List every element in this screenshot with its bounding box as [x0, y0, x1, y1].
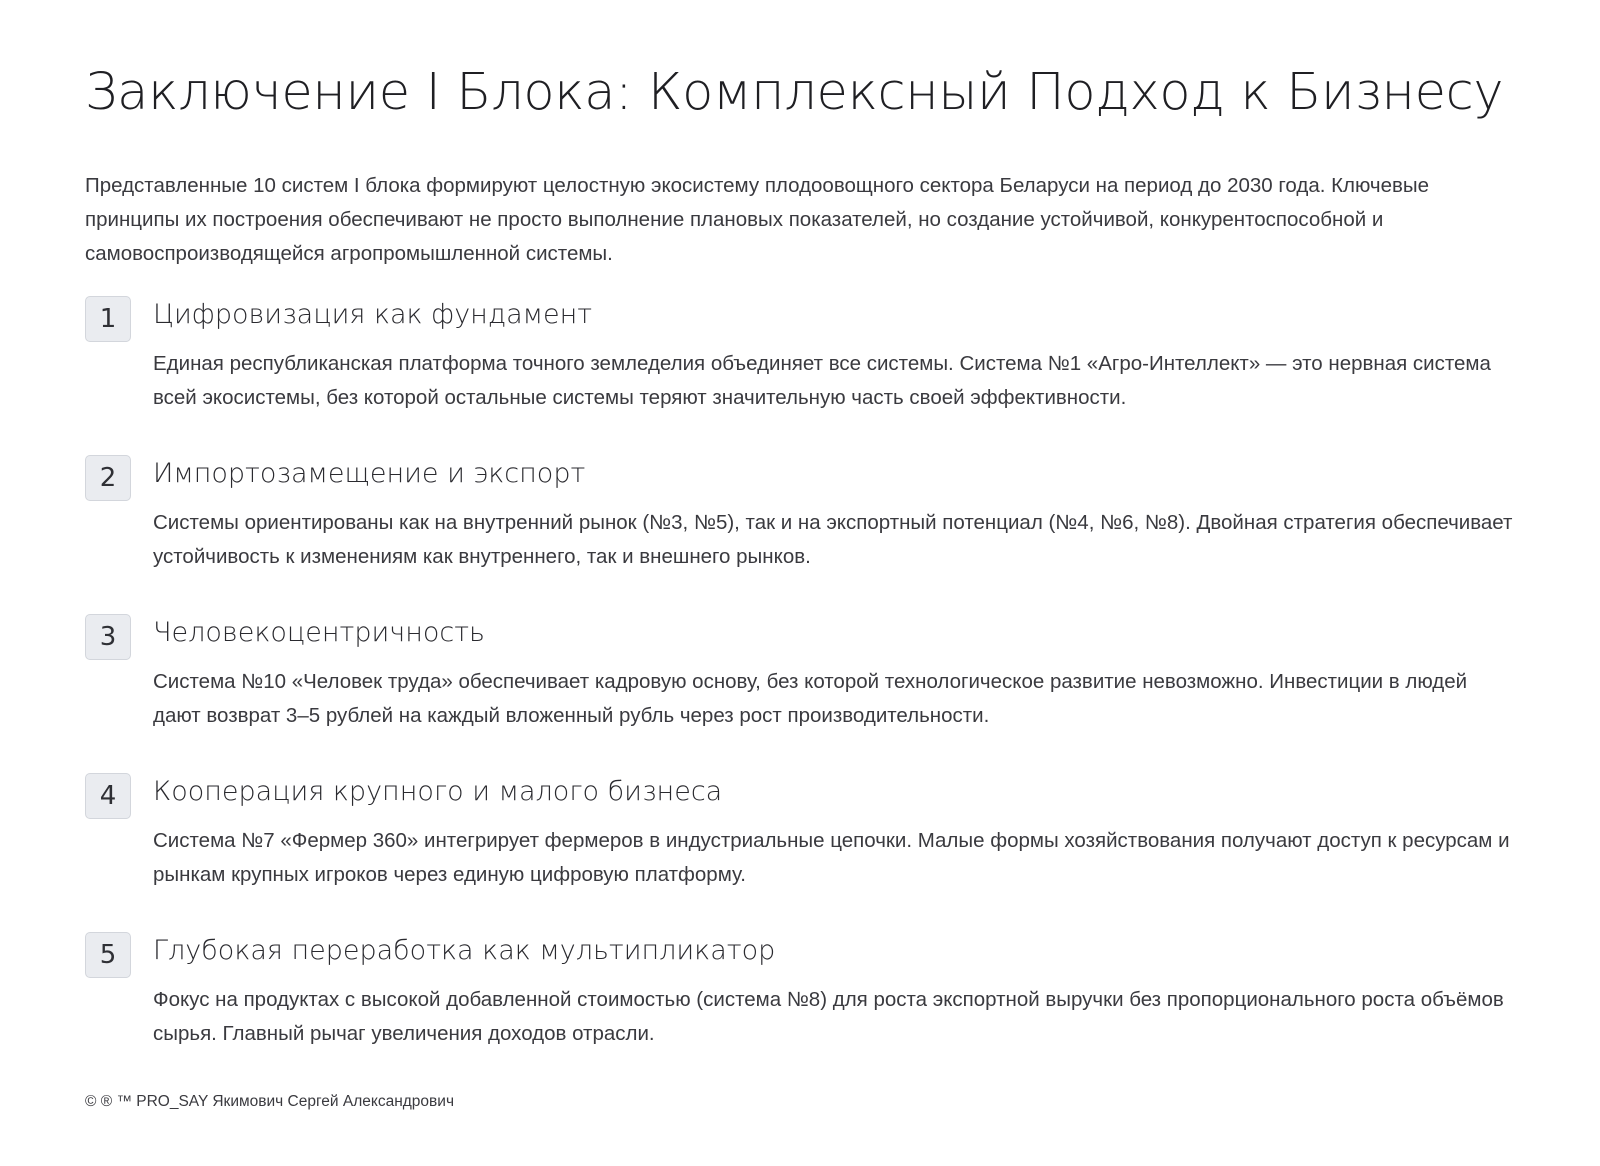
list-item-title: Цифровизация как фундамент [153, 299, 593, 330]
list-item [85, 454, 1515, 613]
list-item-text: Фокус на продуктах с высокой добавленной стоимостью (система №8) для роста экспортной выручки без пропорционального роста объёмов сырья. Главный рычаг увеличения доходов отрасли. [153, 988, 1504, 1045]
list-item-body [153, 454, 1513, 574]
intro-paragraph: Представленные 10 систем I блока формируют целостную экосистему плодоовощного сектора Беларуси на период до 2030 года. Ключевые принципы их построения обеспечивают не просто выполнение плановых показателей, но создание устойчивой, конкурентоспособной и самовоспроизводящейся агропромышленной системы. [85, 174, 1430, 265]
number-badge: 4 [85, 773, 131, 819]
list-item-title: Человекоцентричность [153, 617, 485, 648]
list-item [85, 613, 1515, 772]
list-item-text: Системы ориентированы как на внутренний рынок (№3, №5), так и на экспортный потенциал (№4, №6, №8). Двойная стратегия обеспечивает устойчивость к изменениям как внутреннего, так и внешнего рынков. [153, 511, 1513, 568]
list-item-title: Импортозамещение и экспорт [153, 458, 586, 489]
list-item-text: Система №10 «Человек труда» обеспечивает кадровую основу, без которой технологическое развитие невозможно. Инвестиции в людей дают возврат 3–5 рублей на каждый вложенный рубль через рост производительности. [153, 670, 1468, 727]
page-title: Заключение I Блока: Комплексный Подход к Бизнесу [85, 63, 1504, 122]
number-badge: 1 [85, 296, 131, 342]
list-item-text: Единая республиканская платформа точного земледелия объединяет все системы. Система №1 «Агро-Интеллект» — это нервная система всей экосистемы, без которой остальные системы теряют значительную часть своей эффективности. [153, 352, 1491, 409]
list-item-text: Система №7 «Фермер 360» интегрирует фермеров в индустриальные цепочки. Малые формы хозяйствования получают доступ к ресурсам и рынкам крупных игроков через единую цифровую платформу. [153, 829, 1510, 886]
list-item-title: Глубокая переработка как мультипликатор [153, 935, 776, 966]
copyright-footer: © ® ™ PRO_SAY Якимович Сергей Александрович [85, 1093, 455, 1110]
list-item-body [153, 931, 1513, 1051]
number-badge: 2 [85, 455, 131, 501]
list-item-body [153, 772, 1513, 892]
list-item-body [153, 613, 1513, 733]
number-badge: 3 [85, 614, 131, 660]
list-item-body [153, 295, 1513, 415]
list-item [85, 295, 1515, 454]
number-badge: 5 [85, 932, 131, 978]
list-item [85, 931, 1515, 1090]
list-item [85, 772, 1515, 931]
list-item-title: Кооперация крупного и малого бизнеса [153, 776, 723, 807]
principles-list [85, 295, 1515, 1090]
